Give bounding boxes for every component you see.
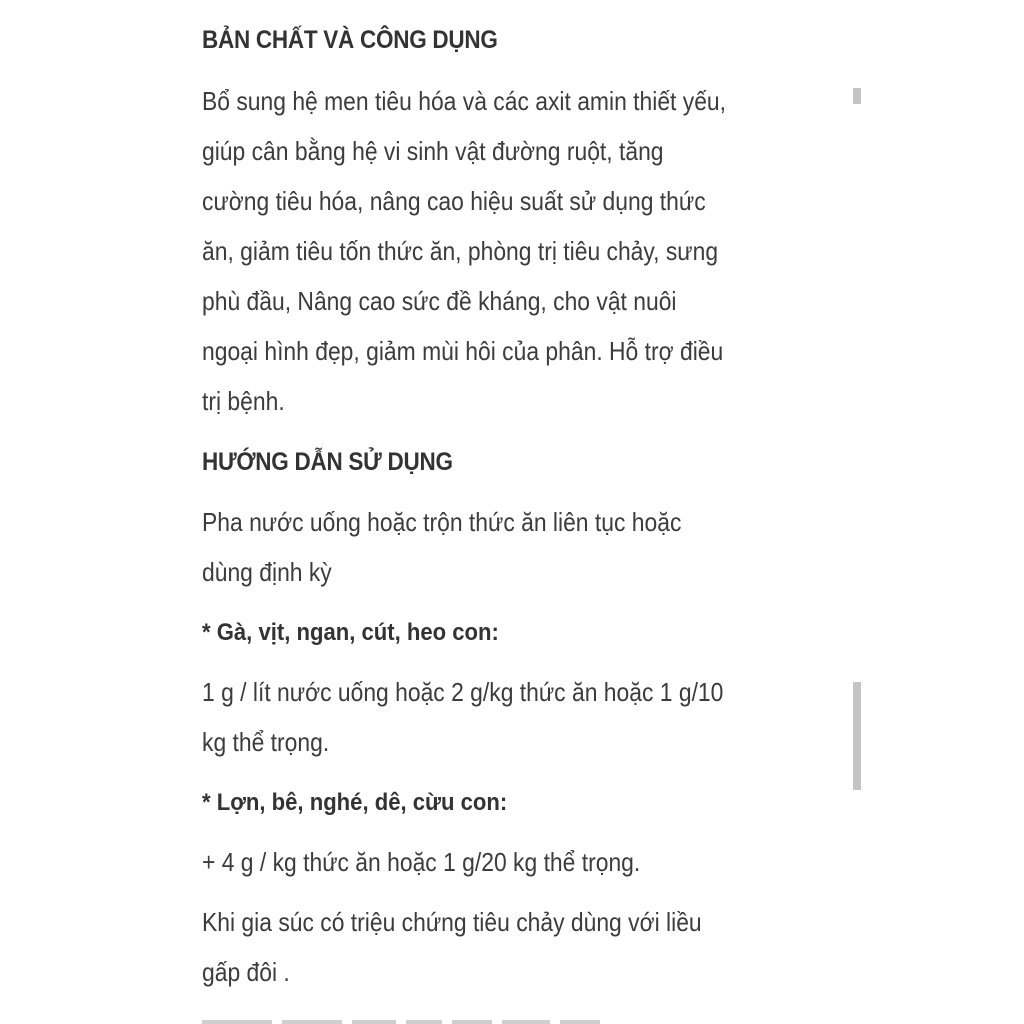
body-text-line: Bổ sung hệ men tiêu hóa và các axit amin thiết yếu, [202,86,727,116]
dosage-text-line: kg thể trọng. [202,727,330,757]
body-text-line: giúp cân bằng hệ vi sinh vật đường ruột, tăng [202,136,664,166]
note-text-line: Khi gia súc có triệu chứng tiêu chảy dùng với liều [202,907,702,937]
section-heading-usage-instructions: HƯỚNG DẪN SỬ DỤNG [202,448,453,476]
body-text-line: Pha nước uống hoặc trộn thức ăn liên tục hoặc [202,507,682,537]
dosage-subheading-poultry: * Gà, vịt, ngan, cút, heo con: [202,619,499,646]
scrollbar-thumb-top[interactable] [853,88,861,104]
body-text-line: ăn, giảm tiêu tốn thức ăn, phòng trị tiêu chảy, sưng [202,236,719,266]
clipped-next-heading [202,1016,622,1024]
note-text-line: gấp đôi . [202,957,290,987]
section-heading-nature-and-uses: BẢN CHẤT VÀ CÔNG DỤNG [202,26,498,54]
body-text-line: cường tiêu hóa, nâng cao hiệu suất sử dụng thức [202,186,706,216]
body-text-line: trị bệnh. [202,386,285,416]
dosage-subheading-livestock: * Lợn, bê, nghé, dê, cừu con: [202,789,508,816]
body-text-line: dùng định kỳ [202,557,332,587]
body-text-line: phù đầu, Nâng cao sức đề kháng, cho vật nuôi [202,286,677,316]
scrollbar-thumb[interactable] [853,682,861,790]
dosage-text-line: + 4 g / kg thức ăn hoặc 1 g/20 kg thể trọng. [202,847,641,877]
dosage-text-line: 1 g / lít nước uống hoặc 2 g/kg thức ăn hoặc 1 g/10 [202,677,724,707]
body-text-line: ngoại hình đẹp, giảm mùi hôi của phân. Hỗ trợ điều [202,336,724,366]
